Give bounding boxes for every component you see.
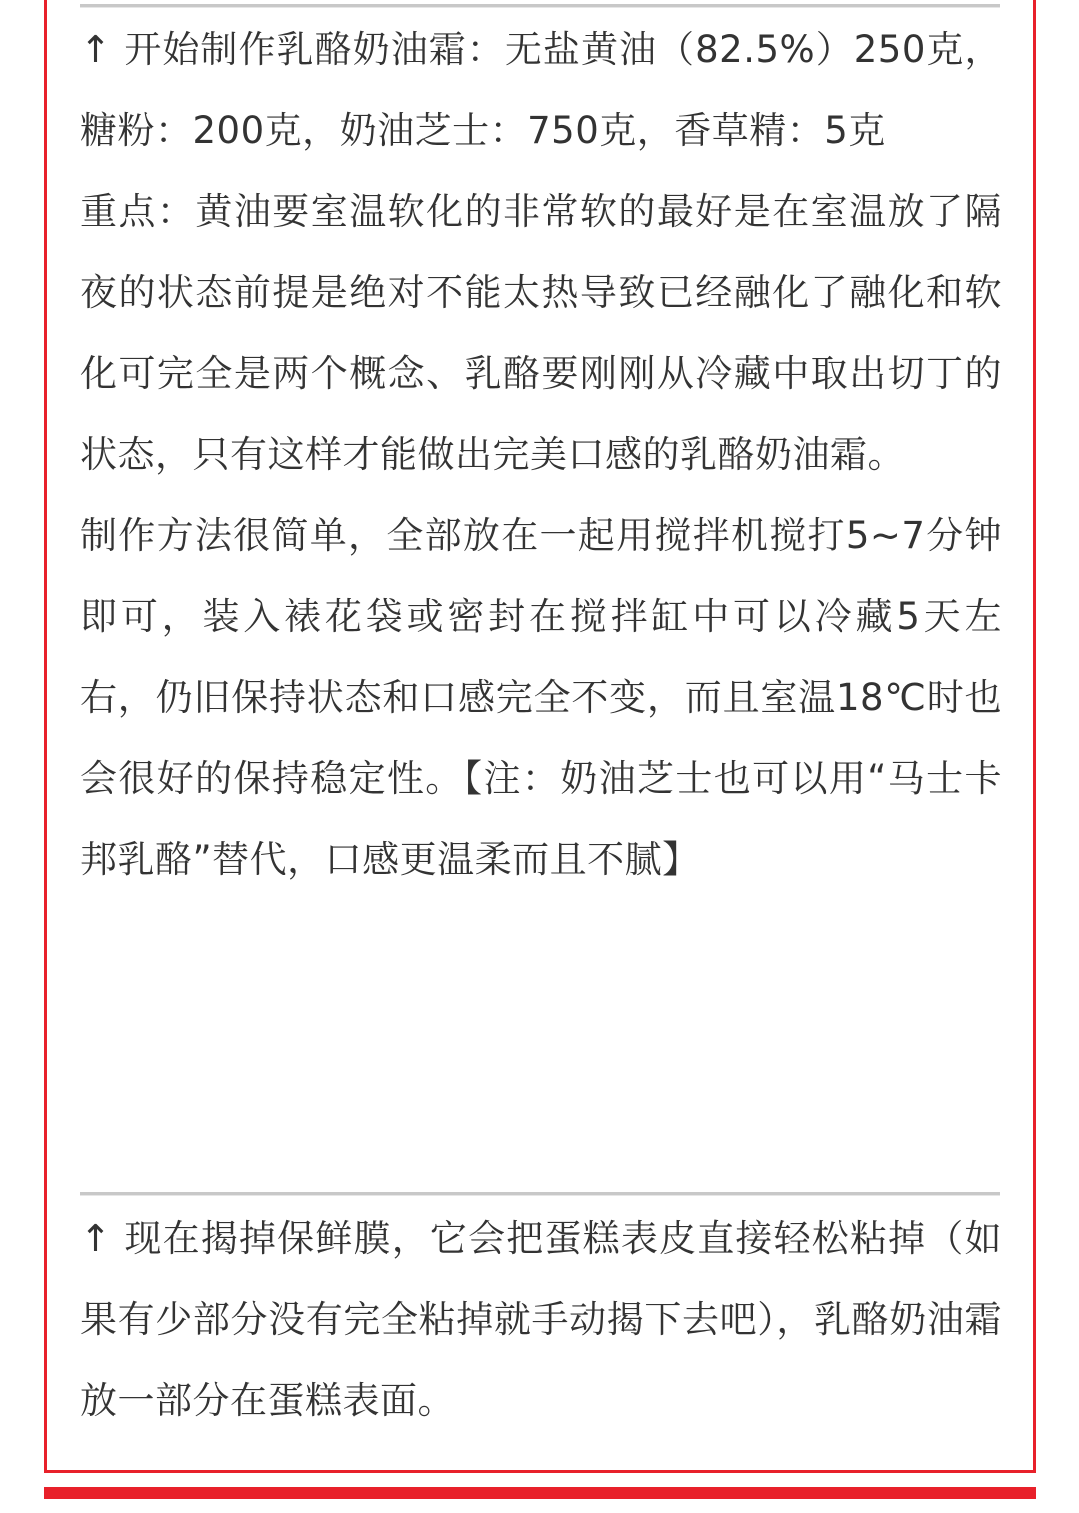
step-paragraph: ↑ 现在揭掉保鲜膜，它会把蛋糕表皮直接轻松粘掉（如果有少部分没有完全粘掉就手动揭下去吧），乳酪奶油霜放一部分在蛋糕表面。 (80, 1217, 1002, 1422)
bottom-red-bar (44, 1487, 1036, 1499)
section-divider-top (80, 4, 1000, 8)
section-divider-middle (80, 1192, 1000, 1196)
key-point-paragraph: 重点：黄油要室温软化的非常软的最好是在室温放了隔夜的状态前提是绝对不能太热导致已经融化了融化和软化可完全是两个概念、乳酪要刚刚从冷藏中取出切丁的状态，只有这样才能做出完美口感的乳酪奶油霜。 (80, 190, 1002, 476)
method-paragraph: 制作方法很简单，全部放在一起用搅拌机搅打5~7分钟即可，装入裱花袋或密封在搅拌缸中可以冷藏5天左右，仍旧保持状态和口感完全不变，而且室温18℃时也会很好的保持稳定性。【注：奶油芝士也可以用“马士卡邦乳酪”替代，口感更温柔而且不腻】 (80, 514, 1002, 881)
ingredients-paragraph: ↑ 开始制作乳酪奶油霜：无盐黄油（82.5%）250克，糖粉：200克，奶油芝士：750克，香草精：5克 (80, 28, 1002, 152)
article-section-2 (80, 1198, 1002, 1441)
article-section-1 (80, 9, 1002, 900)
